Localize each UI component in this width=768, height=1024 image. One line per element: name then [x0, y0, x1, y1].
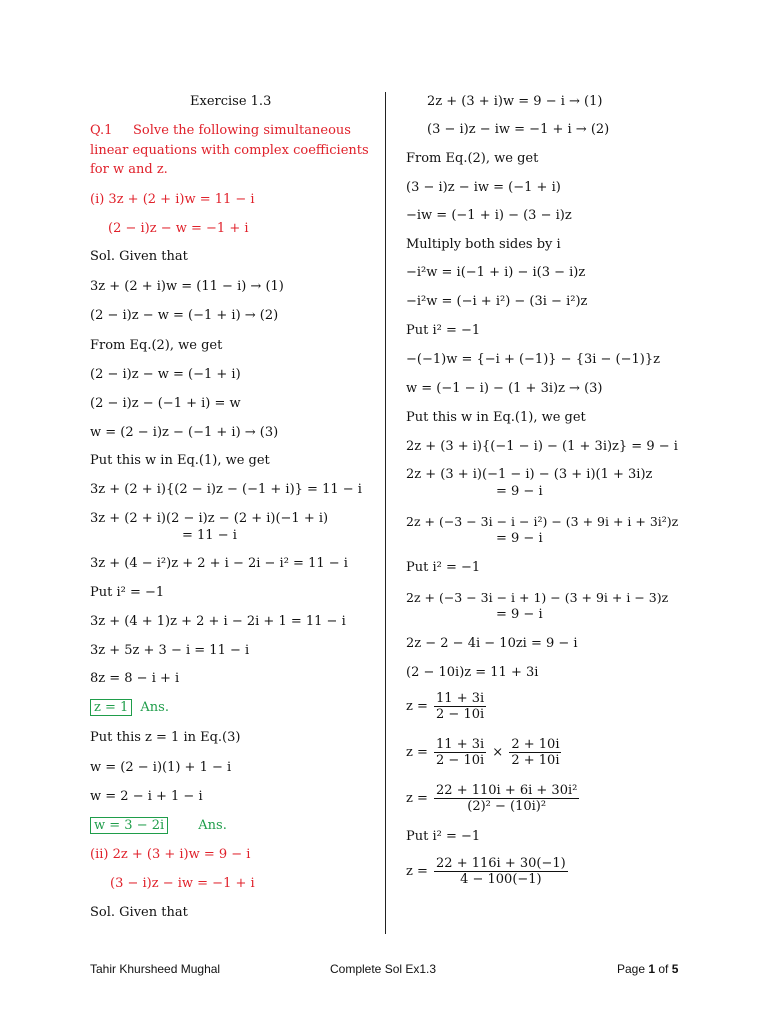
text-line: Put i² = −1 — [406, 560, 481, 575]
fraction — [434, 856, 568, 887]
fraction — [434, 737, 486, 768]
part-i-eq2: (2 − i)z − w = −1 + i — [108, 221, 249, 236]
fraction-line — [406, 737, 563, 768]
answer-z-box: z = 1 — [90, 699, 132, 716]
equation-line: 3z + (4 + 1)z + 2 + i − 2i + 1 = 11 − i — [90, 614, 346, 629]
text-line: Put this z = 1 in Eq.(3) — [90, 730, 241, 745]
equation-line: = 9 − i — [496, 484, 543, 499]
exercise-title: Exercise 1.3 — [190, 94, 272, 109]
equation-line: w = (−1 − i) − (1 + 3i)z → (3) — [406, 381, 603, 396]
text-line: Put i² = −1 — [90, 585, 165, 600]
times-sign: × — [492, 745, 504, 760]
q1-text-line2: linear equations with complex coefficients — [90, 143, 369, 158]
equation-line: (2 − i)z − w = (−1 + i) — [90, 367, 241, 382]
page-prefix: Page — [617, 962, 649, 976]
equation-line: (2 − 10i)z = 11 + 3i — [406, 665, 539, 680]
equation-line: −i²w = (−i + i²) − (3i − i²)z — [406, 294, 588, 309]
part-i-eq1: (i) 3z + (2 + i)w = 11 − i — [90, 192, 255, 207]
equation-line: 2z + (−3 − 3i − i − i²) − (3 + 9i + i + 3i²)z — [406, 514, 679, 529]
text-line: Multiply both sides by i — [406, 237, 561, 252]
fraction-line — [406, 691, 488, 722]
answer-w — [90, 818, 227, 834]
fraction-numerator: 22 + 116i + 30(−1) — [436, 856, 566, 871]
z-equals: z = — [406, 791, 428, 806]
equation-line: (2 − i)z − w = (−1 + i) → (2) — [90, 308, 279, 323]
answer-label: Ans. — [198, 818, 227, 833]
fraction — [434, 783, 579, 814]
fraction-numerator: 2 + 10i — [511, 737, 560, 752]
equation-line: = 9 − i — [496, 607, 543, 622]
answer-z — [90, 700, 169, 716]
text-line: Put this w in Eq.(1), we get — [406, 410, 586, 425]
equation-line: (3 − i)z − iw = −1 + i → (2) — [427, 122, 610, 137]
page-number: 1 — [648, 962, 656, 976]
footer-title: Complete Sol Ex1.3 — [330, 962, 437, 976]
fraction — [509, 737, 561, 768]
equation-line: w = (2 − i)(1) + 1 − i — [90, 760, 232, 775]
fraction-line — [406, 783, 581, 814]
equation-line: −i²w = i(−1 + i) − i(3 − i)z — [406, 265, 586, 280]
equation-line: 2z + (3 + i){(−1 − i) − (1 + 3i)z} = 9 − i — [406, 439, 678, 454]
answer-label: Ans. — [140, 700, 169, 715]
q1-label: Q.1 — [90, 123, 113, 138]
q1-text-line3: for w and z. — [90, 162, 168, 177]
equation-line: 2z + (−3 − 3i − i + 1) − (3 + 9i + i − 3)z — [406, 590, 669, 605]
answer-w-box: w = 3 − 2i — [90, 817, 168, 834]
part-ii-eq2: (3 − i)z − iw = −1 + i — [110, 876, 255, 891]
fraction-denominator: 4 − 100(−1) — [460, 872, 542, 887]
page-mid: of — [655, 962, 672, 976]
q1-text-line1: Solve the following simultaneous — [133, 123, 351, 138]
fraction-denominator: 2 − 10i — [436, 753, 485, 768]
text-line: Put this w in Eq.(1), we get — [90, 453, 270, 468]
fraction-numerator: 11 + 3i — [436, 737, 485, 752]
equation-line: 2z + (3 + i)w = 9 − i → (1) — [427, 94, 603, 109]
equation-line: 8z = 8 − i + i — [90, 671, 180, 686]
equation-line: −(−1)w = {−i + (−1)} − {3i − (−1)}z — [406, 352, 660, 367]
fraction-line — [406, 856, 570, 887]
text-line: Put i² = −1 — [406, 323, 481, 338]
equation-line: 3z + (4 − i²)z + 2 + i − 2i − i² = 11 − i — [90, 556, 348, 571]
page-total: 5 — [671, 962, 679, 976]
text-line: From Eq.(2), we get — [406, 151, 539, 166]
fraction-numerator: 11 + 3i — [436, 691, 485, 706]
equation-line: 2z + (3 + i)(−1 − i) − (3 + i)(1 + 3i)z — [406, 467, 653, 482]
equation-line: 3z + 5z + 3 − i = 11 − i — [90, 643, 250, 658]
fraction-denominator: 2 − 10i — [436, 707, 485, 722]
equation-line: −iw = (−1 + i) − (3 − i)z — [406, 208, 572, 223]
equation-line: 3z + (2 + i){(2 − i)z − (−1 + i)} = 11 − i — [90, 482, 362, 497]
part-ii-eq1: (ii) 2z + (3 + i)w = 9 − i — [90, 847, 251, 862]
fraction-denominator: 2 + 10i — [511, 753, 560, 768]
column-divider — [385, 92, 386, 934]
equation-line: 3z + (2 + i)(2 − i)z − (2 + i)(−1 + i) — [90, 511, 329, 526]
z-equals: z = — [406, 864, 428, 879]
equation-line: w = 2 − i + 1 − i — [90, 789, 203, 804]
equation-line: = 9 − i — [496, 531, 543, 546]
equation-line: 2z − 2 − 4i − 10zi = 9 − i — [406, 636, 578, 651]
fraction — [434, 691, 486, 722]
fraction-numerator: 22 + 110i + 6i + 30i² — [436, 783, 578, 798]
solution-label: Sol. Given that — [90, 905, 188, 920]
z-equals: z = — [406, 745, 428, 760]
solution-label: Sol. Given that — [90, 249, 188, 264]
footer-page — [617, 962, 678, 976]
text-line: Put i² = −1 — [406, 829, 481, 844]
footer-author: Tahir Khursheed Mughal — [90, 962, 221, 976]
equation-line: w = (2 − i)z − (−1 + i) → (3) — [90, 425, 279, 440]
equation-line: (2 − i)z − (−1 + i) = w — [90, 396, 241, 411]
text-line: From Eq.(2), we get — [90, 338, 223, 353]
z-equals: z = — [406, 699, 428, 714]
equation-line: 3z + (2 + i)w = (11 − i) → (1) — [90, 279, 284, 294]
equation-line: (3 − i)z − iw = (−1 + i) — [406, 180, 561, 195]
equation-line: = 11 − i — [182, 528, 237, 543]
fraction-denominator: (2)² − (10i)² — [467, 799, 547, 814]
